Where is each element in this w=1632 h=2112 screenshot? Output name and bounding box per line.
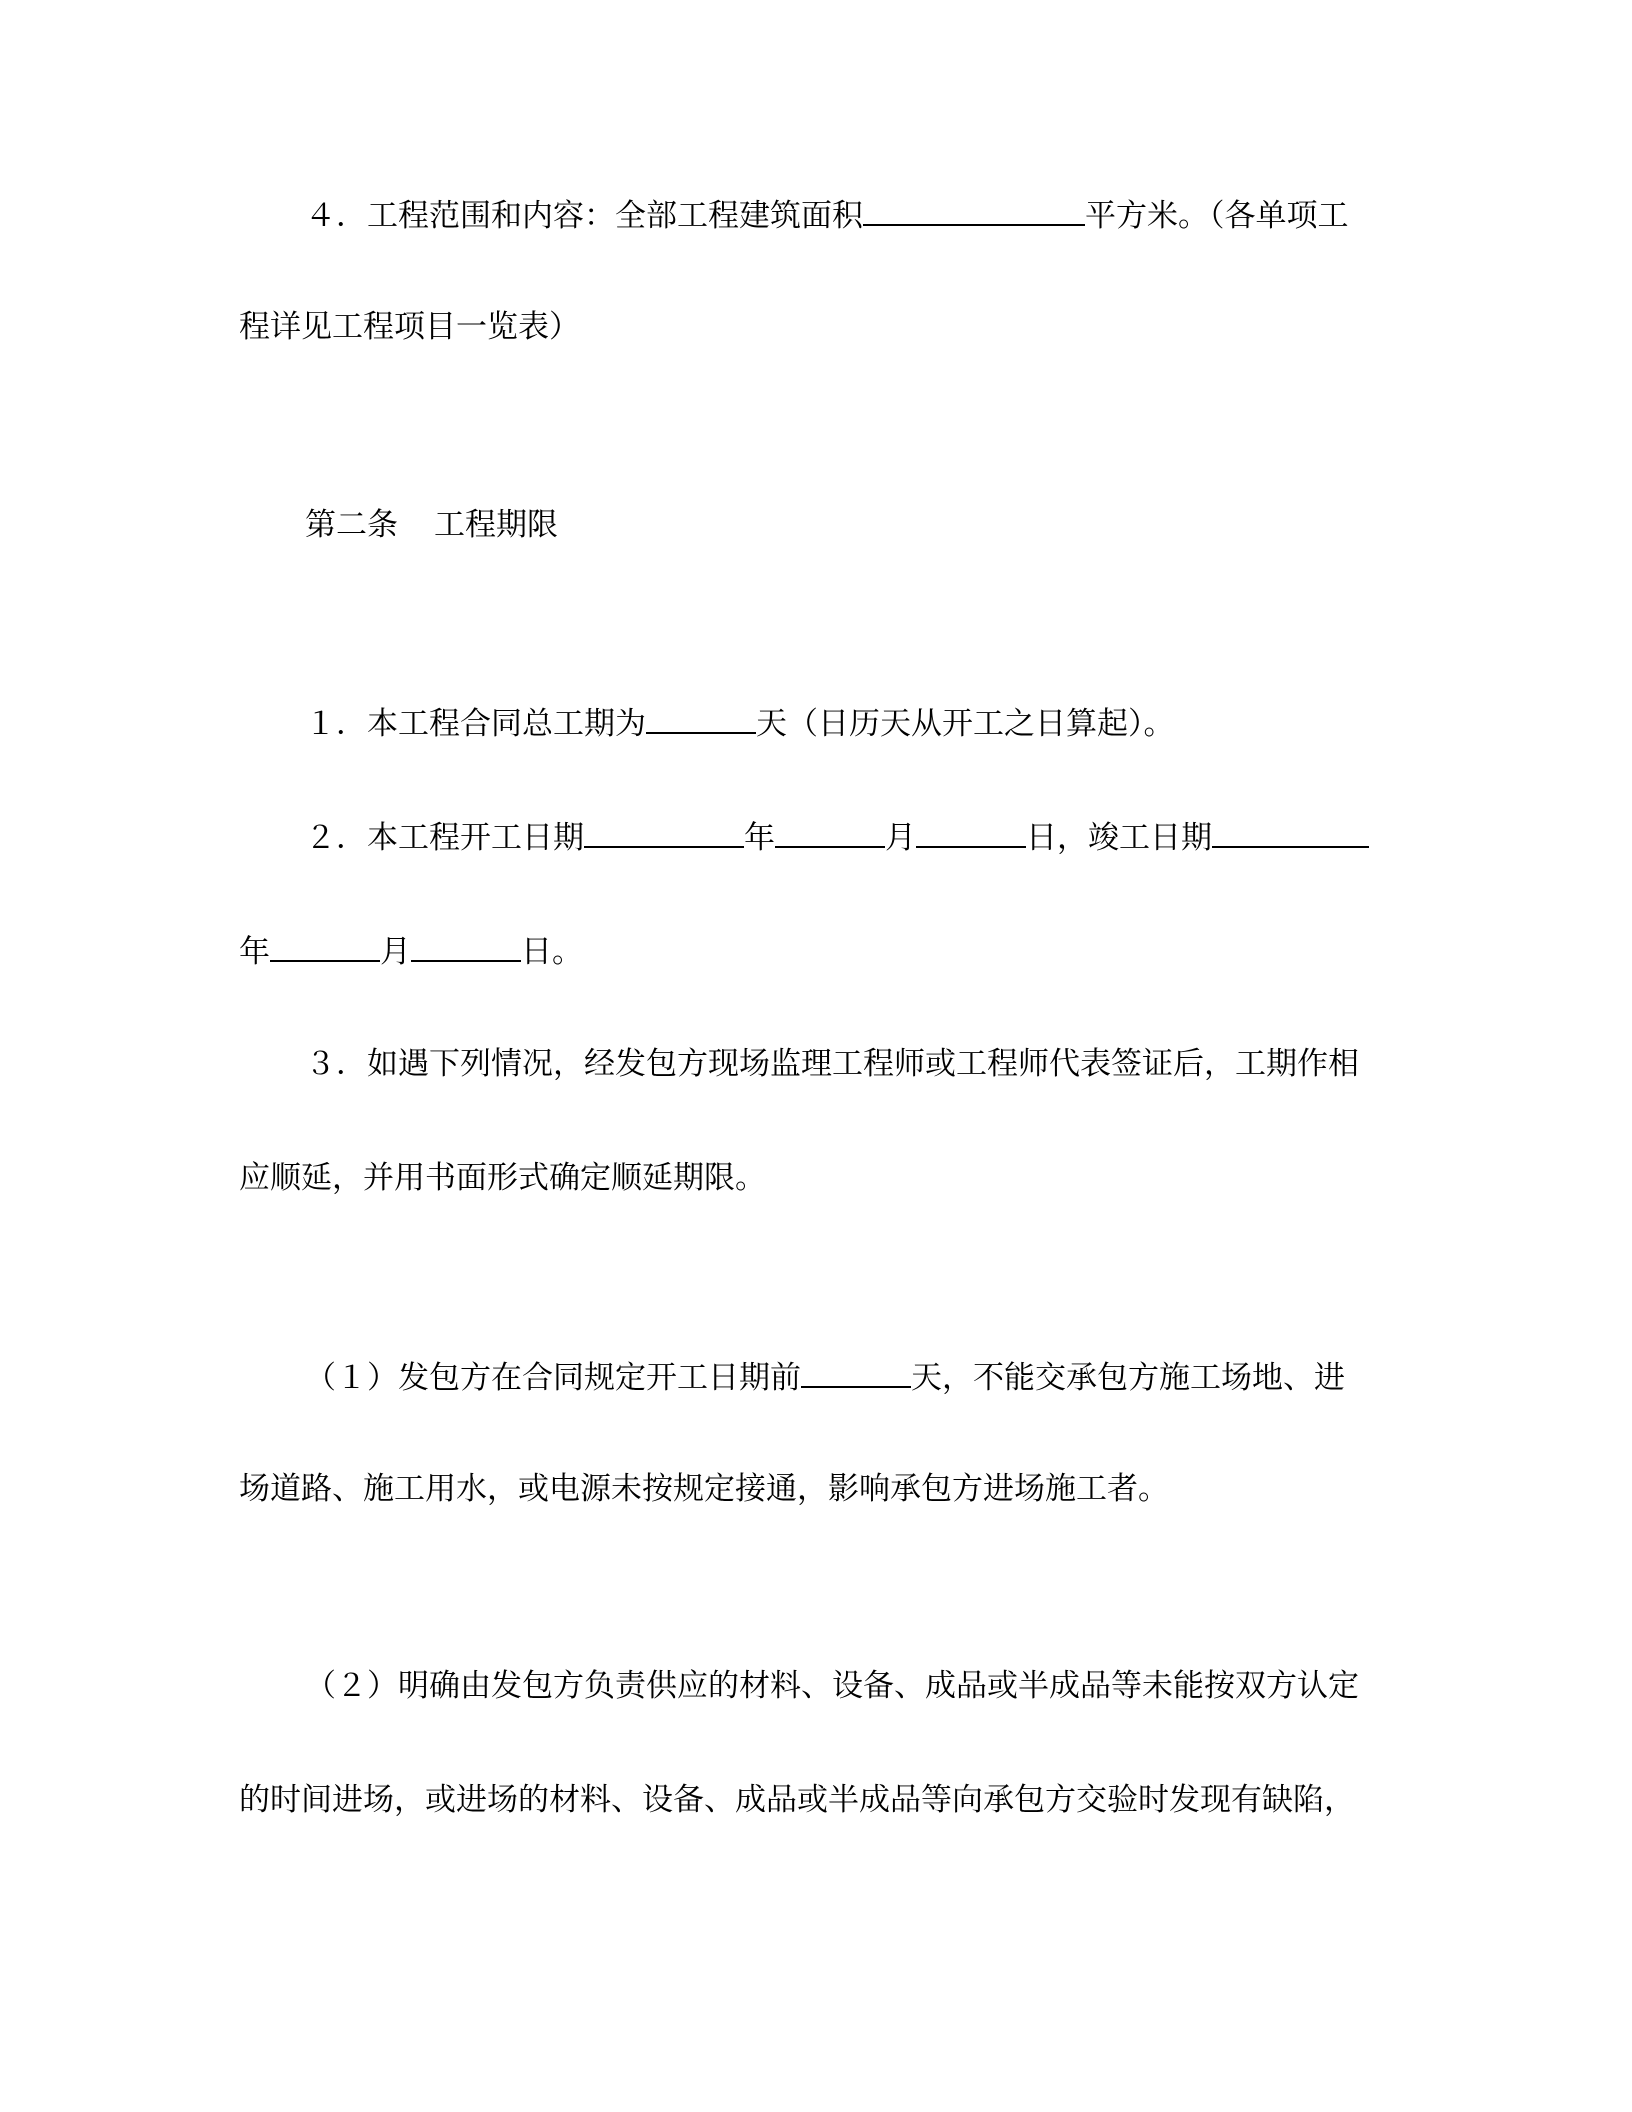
clause1-text-b: 天（日历天从开工之日算起）。 [756, 706, 1175, 742]
item4-text-b: 平方米。（各单项工 [1085, 198, 1349, 234]
item4-text-a: ４．工程范围和内容：全部工程建筑面积 [305, 198, 863, 234]
item4-line1 [305, 194, 1349, 236]
clause2-line2 [239, 930, 583, 972]
clause2-month2: 月 [380, 934, 411, 970]
sub1-line1 [305, 1356, 1345, 1398]
clause3-line2: 应顺延，并用书面形式确定顺延期限。 [239, 1160, 766, 1196]
clause2-line1 [305, 816, 1369, 858]
clause2-day-comma: 日，竣工日期 [1026, 820, 1212, 856]
total-days-blank[interactable] [646, 702, 756, 734]
clause1-text-a: １．本工程合同总工期为 [305, 706, 646, 742]
start-year-blank[interactable] [584, 816, 744, 848]
sub1-text-a: （１）发包方在合同规定开工日期前 [305, 1360, 801, 1396]
clause2-year: 年 [744, 820, 775, 856]
advance-days-blank[interactable] [801, 1356, 911, 1388]
end-month-blank[interactable] [270, 930, 380, 962]
floor-area-blank[interactable] [863, 194, 1085, 226]
clause2-month: 月 [885, 820, 916, 856]
article-heading [305, 505, 558, 545]
clause1-line [305, 702, 1175, 744]
end-year-blank[interactable] [1212, 816, 1369, 848]
article-title: 工程期限 [434, 507, 558, 543]
start-day-blank[interactable] [916, 816, 1026, 848]
clause3-line1: ３．如遇下列情况，经发包方现场监理工程师或工程师代表签证后，工期作相 [305, 1046, 1359, 1082]
clause2-text-a: ２．本工程开工日期 [305, 820, 584, 856]
clause2-day-end: 日。 [521, 934, 583, 970]
sub1-text-b: 天，不能交承包方施工场地、进 [911, 1360, 1345, 1396]
item4-line2: 程详见工程项目一览表） [239, 309, 580, 345]
sub2-line2: 的时间进场，或进场的材料、设备、成品或半成品等向承包方交验时发现有缺陷， [239, 1782, 1355, 1818]
article-number: 第二条 [305, 507, 398, 543]
sub2-line1: （２）明确由发包方负责供应的材料、设备、成品或半成品等未能按双方认定 [305, 1668, 1359, 1704]
clause2-year2: 年 [239, 934, 270, 970]
start-month-blank[interactable] [775, 816, 885, 848]
sub1-line2: 场道路、施工用水，或电源未按规定接通，影响承包方进场施工者。 [239, 1471, 1169, 1507]
end-day-blank[interactable] [411, 930, 521, 962]
